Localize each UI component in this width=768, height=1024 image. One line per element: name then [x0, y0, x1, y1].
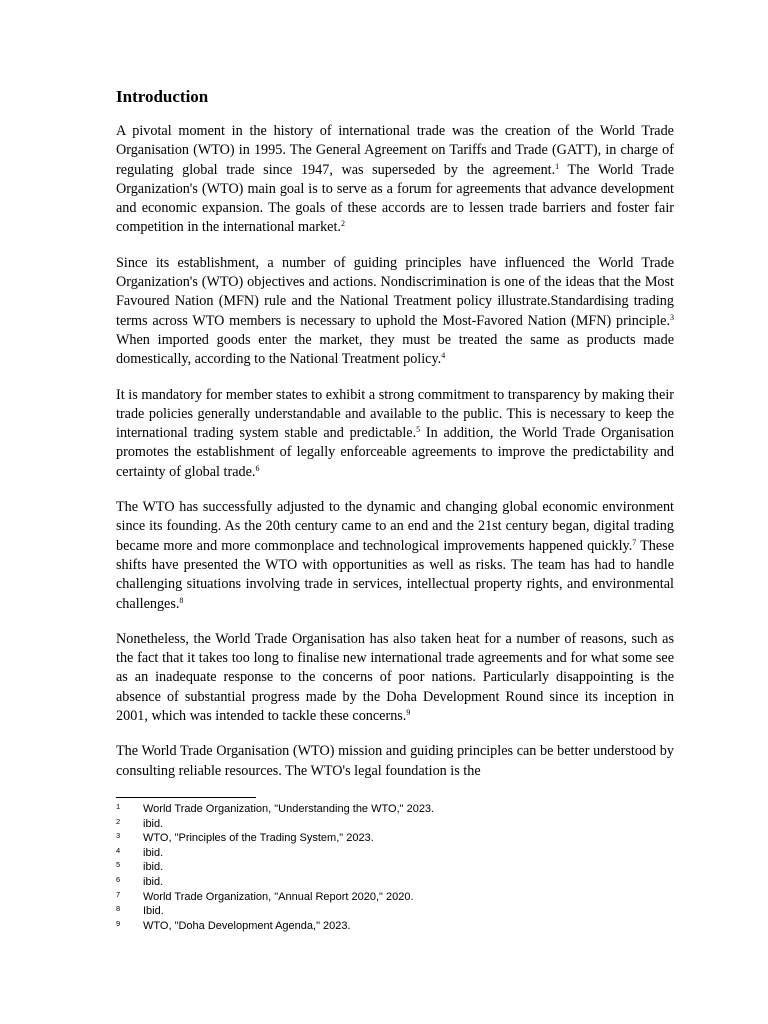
footnote-number: 4: [116, 845, 121, 855]
footnote: [116, 904, 676, 919]
footnote-number: 2: [116, 816, 121, 826]
footnote-number: 5: [116, 860, 121, 870]
section-heading: Introduction: [116, 87, 209, 106]
footnote-text: ibid.: [143, 846, 164, 859]
footnote: [116, 890, 676, 905]
footnote-text: World Trade Organization, "Understanding the WTO," 2023.: [143, 803, 435, 815]
paragraph-text: The World Trade Organization's (WTO) main goal is to serve as a forum for agreements that advance development and economic expansion. The goals of these accords are to lessen trade barriers and foster fair competition in the international market.: [116, 161, 674, 236]
footnote-number: 3: [116, 831, 121, 841]
footnote-reference: 8: [179, 595, 184, 605]
body-paragraph: [116, 498, 674, 614]
footnote-reference: 9: [406, 708, 411, 718]
footnote-text: WTO, "Principles of the Trading System," 2023.: [143, 832, 374, 845]
paragraph-text: The WTO has successfully adjusted to the dynamic and changing global economic environment since its founding. As the 20th century came to an end and the 21st century began, digital trading became more and more commonplace and technological improvements happened quickly.: [116, 499, 674, 554]
footnote-reference: 6: [255, 463, 260, 473]
footnote-text: ibid.: [143, 817, 164, 830]
body-paragraph: [116, 122, 674, 238]
footnote-number: 7: [116, 889, 121, 899]
footnote-number: 1: [116, 802, 121, 811]
footnote-separator: [116, 797, 256, 798]
footnote-reference: 5: [416, 425, 421, 435]
footnote: [116, 860, 676, 875]
footnote-text: Ibid.: [143, 905, 164, 918]
footnote-reference: 3: [670, 312, 674, 322]
paragraph-list: [116, 122, 674, 781]
footnote-number: 8: [116, 904, 121, 914]
paragraph-text: When imported goods enter the market, they must be treated the same as products made domestically, according to the National Treatment policy.: [116, 331, 674, 368]
footnote: [116, 802, 676, 817]
footnote: [116, 919, 676, 934]
paragraph-text: Since its establishment, a number of guiding principles have influenced the World Trade Organization's (WTO) objectives and actions. Nondiscrimination is one of the ideas that the Most Favoured Nation (MFN) rule and the National Treatment policy illustrate.Standardising trading terms across WTO members is necessary to uphold the Most-Favored Nation (MFN) principle.: [116, 254, 674, 329]
footnote-text: ibid.: [143, 861, 164, 874]
footnote-text: World Trade Organization, "Annual Report 2020," 2020.: [143, 890, 414, 903]
footnote-reference: 2: [340, 219, 345, 229]
paragraph-text: Nonetheless, the World Trade Organisation has also taken heat for a number of reasons, such as the fact that it takes too long to finalise new international trade agreements and for what some see as an inadequate response to the concerns of poor nations. Particularly disappointing is the absence of substantial progress made by the Doha Development Round since its inception in 2001, which was intended to tackle these concerns.: [116, 630, 674, 725]
body-paragraph: [116, 630, 674, 726]
paragraph-text: These shifts have presented the WTO with opportunities as well as risks. The team has had to handle challenging situations involving trade in services, intellectual property rights, and environmental challenges.: [116, 537, 674, 612]
footnote: [116, 817, 676, 832]
paragraph-text: It is mandatory for member states to exhibit a strong commitment to transparency by making their trade policies generally understandable and available to the public. This is necessary to keep the international trading system stable and predictable.: [116, 386, 674, 442]
paragraph-text: The World Trade Organisation (WTO) mission and guiding principles can be better understood by consulting reliable resources. The WTO's legal foundation is the: [116, 743, 674, 779]
footnote-reference: 7: [632, 537, 637, 547]
footnote: [116, 875, 676, 890]
footnote-reference: 1: [555, 161, 560, 171]
footnote-text: ibid.: [143, 875, 164, 888]
document-body: [116, 86, 674, 797]
footnote: [116, 846, 676, 861]
footnote-number: 6: [116, 874, 121, 884]
footnote: [116, 831, 676, 846]
body-paragraph: [116, 254, 674, 370]
footnote-text: WTO, "Doha Development Agenda," 2023.: [143, 919, 351, 932]
footnote-number: 9: [116, 918, 121, 928]
footnote-reference: 4: [441, 351, 446, 361]
body-paragraph: [116, 742, 674, 781]
paragraph-text: In addition, the World Trade Organisation promotes the establishment of legally enforceable agreements to improve the predictability and certainty of global trade.: [116, 425, 674, 480]
footnote-list: [116, 802, 676, 933]
body-paragraph: [116, 386, 674, 482]
paragraph-text: A pivotal moment in the history of international trade was the creation of the World Trade Organisation (WTO) in 1995. The General Agreement on Tariffs and Trade (GATT), in charge of regulating global trade since 1947, was superseded by the agreement.: [116, 123, 674, 178]
